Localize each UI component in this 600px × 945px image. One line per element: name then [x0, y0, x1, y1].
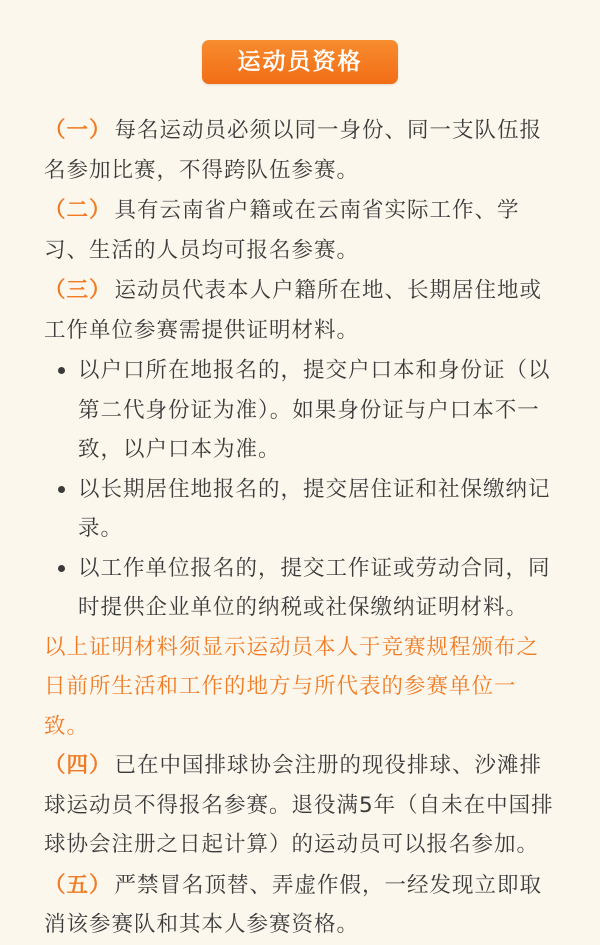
rule-text: 严禁冒名顶替、弄虚作假，一经发现立即取消该参赛队和其本人参赛资格。 [44, 872, 543, 937]
rules-content [0, 111, 600, 945]
bullet-text: 以长期居住地报名的，提交居住证和社保缴纳记录。 [78, 476, 551, 541]
rule-number: （一） [44, 118, 112, 143]
title-wrap [0, 40, 600, 84]
rule-item-1 [44, 111, 558, 190]
rule-number: （四） [44, 753, 112, 778]
rule-number: （三） [44, 278, 112, 303]
bullet-text: 以工作单位报名的，提交工作证或劳动合同，同时提供企业单位的纳税或社保缴纳证明材料。 [78, 555, 551, 620]
bullet-item [58, 351, 558, 470]
rule-text: 每名运动员必须以同一身份、同一支队伍报名参加比赛，不得跨队伍参赛。 [44, 118, 543, 183]
proof-bullet-list [44, 351, 558, 628]
bullet-dot-icon [58, 486, 65, 493]
rule-text: 具有云南省户籍或在云南省实际工作、学习、生活的人员均可报名参赛。 [44, 198, 520, 263]
bullet-item [58, 549, 558, 628]
rule-text: 已在中国排球协会注册的现役排球、沙滩排球运动员不得报名参赛。退役满5年（自未在中国排球协会注册之日起计算）的运动员可以报名参加。 [44, 753, 554, 857]
rule-item-4 [44, 746, 558, 865]
rule-text: 运动员代表本人户籍所在地、长期居住地或工作单位参赛需提供证明材料。 [44, 278, 543, 343]
rule-item-2 [44, 191, 558, 270]
rule-item-5 [44, 866, 558, 945]
bullet-text: 以户口所在地报名的，提交户口本和身份证（以第二代身份证为准）。如果身份证与户口本不一致，以户口本为准。 [78, 358, 551, 462]
highlight-note: 以上证明材料须显示运动员本人于竞赛规程颁布之日前所生活和工作的地方与所代表的参赛单位一致。 [44, 634, 540, 739]
bullet-item [58, 470, 558, 549]
rule-number: （二） [44, 198, 112, 223]
section-title-badge: 运动员资格 [202, 40, 398, 84]
bullet-dot-icon [58, 565, 65, 572]
rule-number: （五） [44, 872, 112, 898]
bullet-dot-icon [58, 367, 65, 374]
rule-item-3 [44, 271, 558, 350]
